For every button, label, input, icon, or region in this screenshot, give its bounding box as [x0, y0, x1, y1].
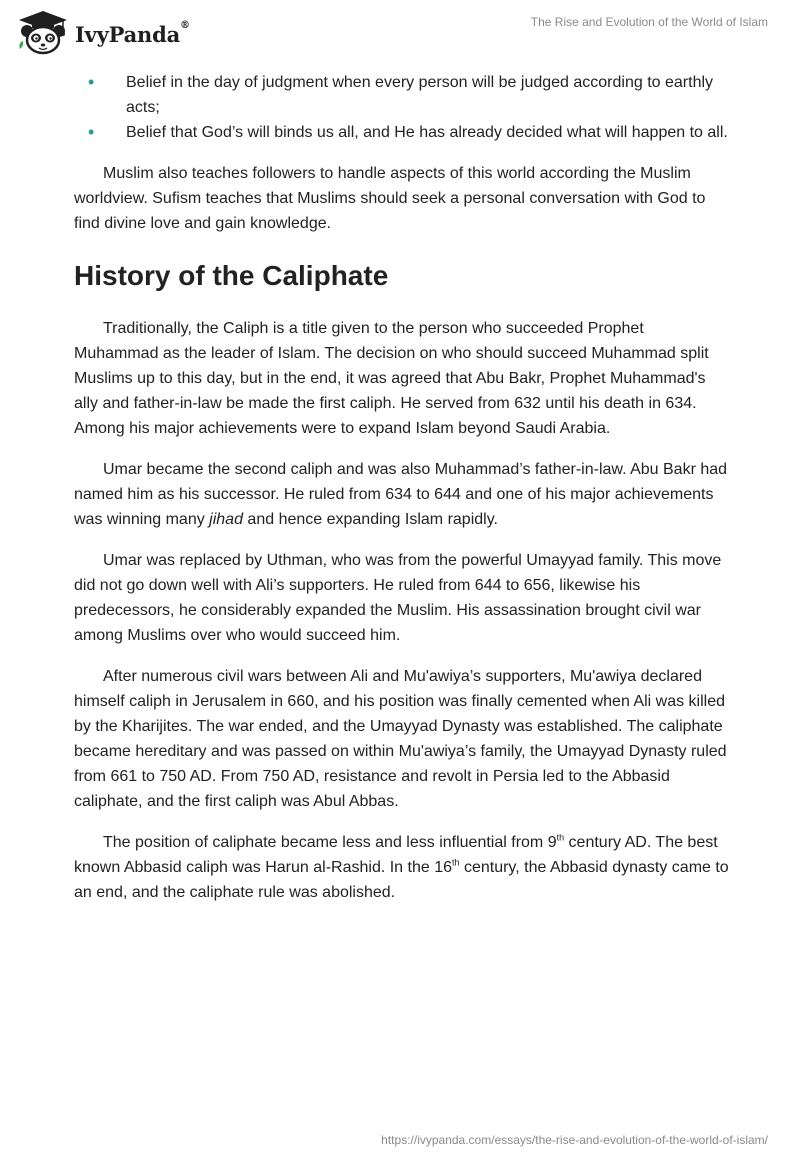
paragraph-umayyad: After numerous civil wars between Ali and Mu'awiya’s supporters, Mu'awiya declared himself caliph in Jerusalem in 660, and his position was finally cemented when Ali was killed by the Kharijites. The war ended, and the Umayyad Dynasty was established. The caliphate became hereditary and was passed on within Mu'awiya’s family, the Umayyad Dynasty ruled from 661 to 750 AD. From 750 AD, resistance and revolt in Persia led to the Abbasid caliphate, and the first caliph was Abul Abbas. — [74, 668, 727, 810]
page-header — [0, 0, 800, 60]
brand-logo[interactable] — [15, 9, 190, 60]
paragraph-umar: Umar became the second caliph and was also Muhammad’s father-in-law. Abu Bakr had named him as his successor. He ruled from 634 to 644 and one of his major achievements was winning many jihad and hence expanding Islam rapidly. — [74, 461, 728, 528]
list-item — [74, 70, 730, 120]
list-item — [74, 120, 730, 145]
bullet-icon: • — [88, 122, 95, 142]
document-title: The Rise and Evolution of the World of Islam — [530, 15, 768, 29]
belief-list — [74, 70, 730, 145]
jihad-term: jihad — [209, 511, 243, 528]
source-url-link[interactable]: https://ivypanda.com/essays/the-rise-and-evolution-of-the-world-of-islam/ — [381, 1133, 768, 1147]
paragraph-uthman: Umar was replaced by Uthman, who was from the powerful Umayyad family. This move did not go down well with Ali’s supporters. He ruled from 644 to 656, likewise his predecessors, he considerably expanded the Muslim. His assassination brought civil war among Muslims over who would succeed him. — [74, 552, 722, 644]
list-item-text: Belief in the day of judgment when every person will be judged according to earthly acts; — [126, 74, 714, 116]
article-body — [74, 70, 730, 905]
paragraph-first-caliph: Traditionally, the Caliph is a title given to the person who succeeded Prophet Muhammad as the leader of Islam. The decision on who should succeed Muhammad split Muslims up to this day, but in the end, it was agreed that Abu Bakr, Prophet Muhammad's ally and father-in-law be made the first caliph. He served from 632 until his death in 634. Among his major achievements were to expand Islam beyond Saudi Arabia. — [74, 320, 709, 437]
paragraph-abbasid: The position of caliphate became less and less influential from 9th century AD. The best known Abbasid caliph was Harun al-Rashid. In the 16th century, the Abbasid dynasty came to an end, and the caliphate rule was abolished. — [74, 832, 729, 901]
section-heading: History of the Caliphate — [74, 260, 389, 291]
panda-graduate-icon — [15, 9, 71, 60]
brand-name: IvyPanda® — [75, 20, 190, 47]
intro-paragraph: Muslim also teaches followers to handle aspects of this world according the Muslim worldview. Sufism teaches that Muslims should seek a personal conversation with God to find divine love and gain knowledge. — [74, 165, 706, 232]
list-item-text: Belief that God’s will binds us all, and He has already decided what will happen to all. — [126, 124, 728, 141]
bullet-icon: • — [88, 72, 95, 92]
